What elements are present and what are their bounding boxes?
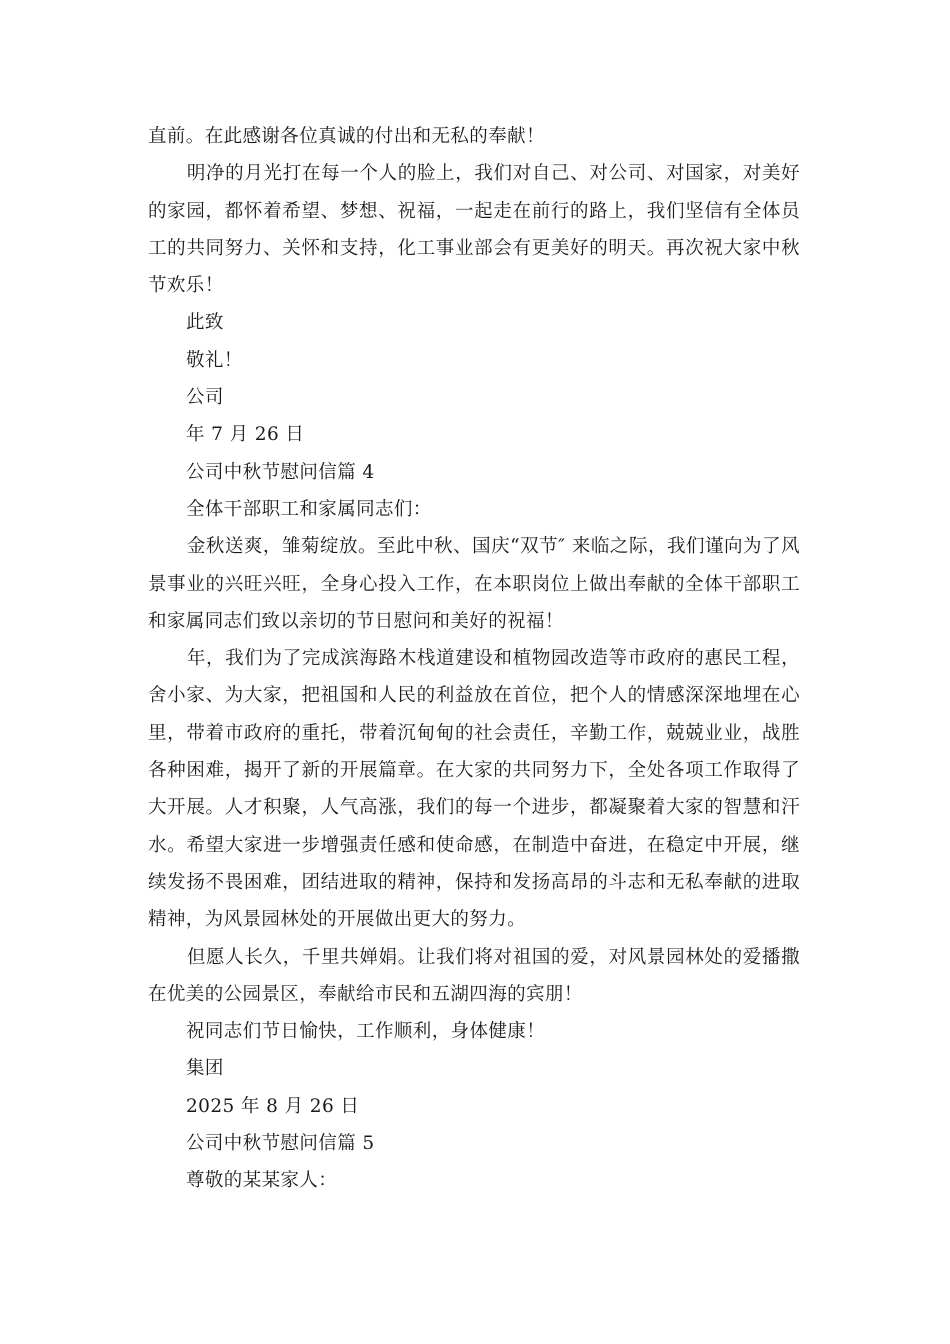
greeting-4: 全体干部职工和家属同志们：	[186, 498, 432, 520]
closing-respect: 敬礼！	[186, 349, 243, 371]
document-body	[148, 118, 800, 1200]
closing-salutation: 此致	[186, 312, 224, 334]
section-title-4: 公司中秋节慰问信篇 4	[186, 461, 375, 483]
signature-date-4: 2025 年 8 月 26 日	[186, 1095, 360, 1117]
wishes-4: 祝同志们节日愉快，工作顺利，身体健康！	[186, 1021, 546, 1043]
paragraph-1: 直前。在此感谢各位真诚的付出和无私的奉献！	[148, 126, 545, 147]
signature-date: 年 7 月 26 日	[186, 424, 305, 446]
section-title-5: 公司中秋节慰问信篇 5	[186, 1133, 375, 1155]
signature-group: 集团	[186, 1058, 224, 1080]
paragraph-4-2: 年，我们为了完成滨海路木栈道建设和植物园改造等市政府的惠民工程，舍小家、为大家，把祖国和人民的利益放在首位，把个人的情感深深地埋在心里，带着市政府的重托，带着沉甸甸的社会责任，辛勤工作，兢兢业业，战胜各种困难，揭开了新的开展篇章。在大家的共同努力下，全处各项工作取得了大开展。人才积聚，人气高涨，我们的每一个进步，都凝聚着大家的智慧和汗水。希望大家进一步增强责任感和使命感，在制造中奋进，在稳定中开展，继续发扬不畏困难，团结进取的精神，保持和发扬高昂的斗志和无私奉献的进取精神，为风景园林处的开展做出更大的努力。	[148, 648, 800, 931]
signature-company: 公司	[186, 387, 224, 409]
greeting-5: 尊敬的某某家人：	[186, 1170, 338, 1192]
paragraph-4-1: 金秋送爽，雏菊绽放。至此中秋、国庆“双节″ 来临之际，我们谨向为了风景事业的兴旺兴旺，全身心投入工作，在本职岗位上做出奉献的全体干部职工和家属同志们致以亲切的节日慰问和美好的祝福！	[148, 536, 800, 632]
paragraph-2: 明净的月光打在每一个人的脸上，我们对自己、对公司、对国家，对美好的家园，都怀着希望、梦想、祝福，一起走在前行的路上，我们坚信有全体员工的共同努力、关怀和支持，化工事业部会有更美好的明天。再次祝大家中秋节欢乐！	[148, 163, 800, 297]
paragraph-4-3: 但愿人长久，千里共婵娟。让我们将对祖国的爱，对风景园林处的爱播撒在优美的公园景区，奉献给市民和五湖四海的宾朋！	[148, 946, 800, 1005]
